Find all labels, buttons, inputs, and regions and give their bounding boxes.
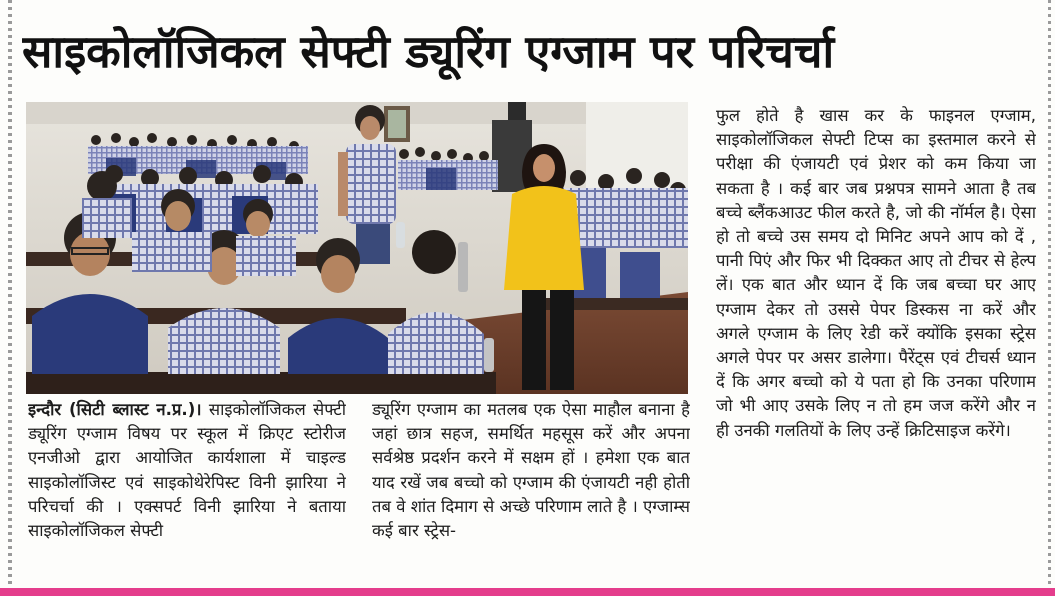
article-column-1: [28, 398, 346, 588]
left-dotted-rule: [8, 0, 12, 596]
article-column-2: [372, 398, 690, 588]
right-dotted-rule: [1048, 0, 1051, 596]
article-column-3-text: फुल होते है खास कर के फाइनल एग्जाम, साइकोलॉजिकल सेफ्टी टिप्स का इस्तमाल करने से परीक्षा की एंजायटी एवं प्रेशर को कम किया जा सकता है । कई बार जब प्रश्नपत्र सामने आता है तब बच्चे ब्लैंकआउट फील करते है, जो की नॉर्मल है। ऐसा हो तो बच्चे उस समय दो मिनिट अपने आप को दें , पानी पिएं और फिर भी दिक्कत आए तो टीचर से हेल्प लें। एक बात और ध्यान दें कि जब बच्चा घर आए एग्जाम देकर तो उससे पेपर डिस्कस ना करें और अगले एग्जाम के लिए रेडी करें क्योंकि इसका स्ट्रेस अगले पेपर पर असर डालेगा। पैरेंट्स एवं टीचर्स ध्यान दें कि अगर बच्चो को ये पता हो कि उनका परिणाम जो भी आए उसके लिए न तो हम जज करेंगे और न ही उनकी गलतियों के लिए उन्हें क्रिटिसाइज करेंगे।: [716, 106, 1036, 440]
classroom-photo: [26, 102, 688, 394]
bottom-accent-bar: [0, 588, 1055, 596]
article-column-2-text: ड्यूरिंग एग्जाम का मतलब एक ऐसा माहौल बनाना है जहां छात्र सहज, समर्थित महसूस करें और अपना सर्वश्रेष्ठ प्रदर्शन करने में सक्षम हों । हमेशा एक बात याद रखें जब बच्चो को एग्जाम की एंजायटी नही होती तब वे शांत दिमाग से अच्छे परिणाम लाते है । एग्जाम्स कई बार स्ट्रेस-: [372, 400, 690, 541]
article-dateline: इन्दौर (सिटी ब्लास्ट न.प्र.)।: [28, 400, 202, 419]
article-column-3: [716, 104, 1036, 592]
article-column-1-text: साइकोलॉजिकल सेफ्टी ड्यूरिंग एग्जाम विषय पर स्कूल में क्रिएट स्टोरीज एनजीओ द्वारा आयोजित कार्यशाला में चाइल्ड साइकोलॉजिस्ट एवं साइकोथेरेपिस्ट विनी झारिया ने परिचर्चा की । एक्सपर्ट विनी झारिया ने बताया साइकोलॉजिकल सेफ्टी: [28, 400, 346, 541]
article-headline: साइकोलॉजिकल सेफ्टी ड्यूरिंग एग्जाम पर परिचर्चा: [22, 25, 835, 78]
